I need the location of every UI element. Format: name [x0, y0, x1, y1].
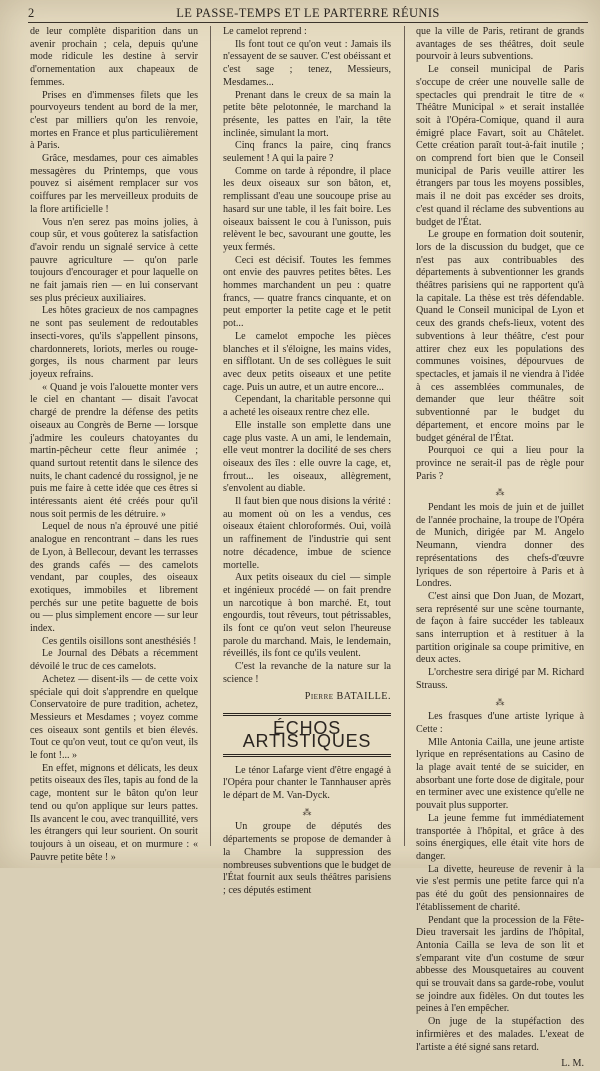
column-rule — [404, 26, 405, 846]
paragraph: Un groupe de députés des départements se propose de demander à la Chambre la suppression des nombreuses subventions que le budget de l'État fournit aux seuls théâtres parisiens ; ces députés estiment — [223, 821, 391, 896]
paragraph: Prenant dans le creux de sa main la petite bête pelotonnée, le marchand la présente, les pattes en l'air, la tête inclinée, simulant la mort. — [223, 89, 391, 139]
paragraph: Ils font tout ce qu'on veut : Jamais ils n'essayent de se sauver. C'est obéissant et c'est sage ; tenez, Messieurs, Mesdames... — [223, 38, 391, 88]
paragraph: Lequel de nous n'a éprouvé une pitié analogue en rencontrant – dans les rues de Lyon, à Bellecour, devant les terrasses des grands cafés — des camelots vendant, par couples, des oiseaux exotiques, immobiles et librement perchés sur une petite baguette de bois ou — plus simplement encore — sur leur index. — [30, 521, 198, 635]
paragraph: Ceci est décisif. Toutes les femmes ont envie des pauvres petites bêtes. Les hommes marchandent un peu : quatre francs, — quatre francs cinquante, et on peut emporter la petite cage et le petit pot... — [223, 254, 391, 330]
paragraph: Comme on tarde à répondre, il place les deux oiseaux sur son bâton, et, remplissant d'eau une soucoupe prise au hasard sur une table, il les fait boire. Les oiseaux baissent le cou à l'unisson, puis relèvent le bec, savourant une goutte, les yeux fermés. — [223, 165, 391, 253]
column-middle — [223, 26, 391, 898]
separator-ornament: ⁂ — [302, 806, 312, 817]
paragraph: Le groupe en formation doit soutenir, lors de la discussion du budget, que ce n'est pas aux contribuables des départements à subventionner les grands théâtres parisiens qui ne rapportent qu'à la capitale. La thèse est très défendable. Quand le Conseil municipal de Lyon et ceux des grands chefs-lieux, votent des subventions à leur théâtre, c'est pour attirer chez eux les populations des communes voisines, dépourvues de spectacles, et jamais il ne viendra à l'idée à ces assemblées communales, de demander que leur théâtre soit subventionné par le budget du département, et encore moins par le budget général de l'État. — [416, 229, 584, 444]
column-rule — [210, 26, 211, 846]
section-heading: ÉCHOS ARTISTIQUES — [223, 713, 391, 756]
article-signature: L. M. — [561, 1058, 584, 1070]
paragraph: C'est ainsi que Don Juan, de Mozart, sera représenté sur une scène tournante, de façon à faire succéder les tableaux sans interruption et à restituer à la partition originale sa coupe primitive, en deux actes. — [416, 590, 584, 666]
paragraph: Les frasques d'une artiste lyrique à Cette : — [416, 711, 584, 735]
paragraph: Ces gentils oisillons sont anesthésiés ! — [42, 635, 197, 647]
paragraph: de leur complète disparition dans un avenir prochain ; cela, depuis qu'une mode ridicule les destine à servir d'ornementation aux chapeaux de femmes. — [30, 26, 198, 88]
paragraph: Aux petits oiseaux du ciel — simple et ingénieux procédé — on fait prendre un narcotique à bon marché. Et, tout engourdis, tout rêveurs, tout pétrissables, ils font ce qu'on veut selon l'heureuse parole du marchand. Mais, le lendemain, réveillés, ils font ce qu'ils veulent. — [223, 572, 391, 660]
paragraph: On juge de la stupéfaction des infirmières et des malades. L'exeat de l'artiste a été signé sans retard. — [416, 1016, 584, 1053]
paragraph: Le conseil municipal de Paris s'occupe de créer une nouvelle salle de spectacles qui prendrait le titre de « Théâtre Municipal » et serait installée soit à l'Opéra-Comique, quand il aura émigré place Favart, soit au Châtelet. Cette création paraît tout-à-fait inutile ; on comprend fort bien que le Conseil municipal de Paris veuille attirer les étrangers par tous les moyens possibles, mais il ne doit pas excéder ses droits, c'est quand il réclame des subventions au budget de l'État. — [416, 64, 584, 228]
paragraph: Prises en d'immenses filets que les pourvoyeurs tendent au bord de la mer, c'est par milliers qu'on les renvoie, mortes en France et plus particulièrement à Paris. — [30, 89, 198, 152]
separator-ornament: ⁂ — [495, 696, 505, 707]
paragraph: Le Journal des Débats a récemment dévoilé le truc de ces camelots. — [30, 648, 198, 673]
paragraph: Achetez — disent-ils — de cette voix spéciale qui doit s'apprendre en quelque Conservatoire de pure tradition, achetez, Messieurs et Mesdames ; voyez comme ces oiseaux sont gentils et bien élevés. Tout ce qu'on veut, tout ce qu'on veut, ils le font !... » — [30, 673, 198, 762]
journal-title: LE PASSE-TEMPS ET LE PARTERRE RÉUNIS — [176, 6, 440, 20]
paragraph: En effet, mignons et délicats, les deux petits oiseaux des îles, tapis au fond de la cage, montent sur le bâton qu'on leur tend ou qu'on applique sur leurs pattes. Ils avancent le cou, avec tranquillité, vers les étrangers qui leur sourient. On sourit toujours à un oiseau, et on murmure : « Pauvre petite bête ! » — [30, 762, 198, 863]
paragraph: Vous n'en serez pas moins jolies, à coup sûr, et vous goûterez la satisfaction d'avoir rendu un signalé service à cette pauvre agriculture — qu'on parle toujours d'encourager et pour laquelle on ne fait jamais rien — en lui conservant ses plus précieux auxiliaires. — [30, 216, 198, 304]
paragraph: Les hôtes gracieux de nos campagnes ne sont pas seulement de redoutables insecti-vores, qu'ils s'appellent pinsons, chardonnerets, loriots, merles ou rouge-gorges, ils nous charment par leurs joyeux refrains. — [30, 305, 198, 380]
column-right — [416, 26, 584, 1071]
paragraph: Elle installe son emplette dans une cage plus vaste. A un ami, le lendemain, elle veut montrer la docilité de ses chers oiseaux des îles : elle ouvre la cage, et, frrout... les oiseaux, allègrement, s'envolent au diable. — [223, 419, 391, 495]
page-header — [28, 4, 588, 23]
paragraph: que la ville de Paris, retirant de grands avantages de ses théâtres, doit seule pourvoir à leurs subventions. — [416, 26, 584, 63]
column-left — [30, 26, 198, 864]
paragraph: Pendant les mois de juin et de juillet de l'année prochaine, la troupe de l'Opéra de Munich, dirigée par M. Angelo Neumann, viendra donner des représentations des chefs-d'œuvre lyriques de son répertoire à Paris et à Londres. — [416, 502, 584, 590]
paragraph: Le camelot empoche les pièces blanches et il s'éloigne, les mains vides, en sifflotant. Un de ses collègues le suit avec deux petits oiseaux et une petite cage. Puis un autre, et un autre encore... — [223, 330, 391, 393]
paragraph: Cependant, la charitable personne qui a acheté les oiseaux rentre chez elle. — [223, 394, 391, 419]
paragraph: Grâce, mesdames, pour ces aimables messagères du Printemps, que vous pouvez si aisément remplacer sur vos coiffures par les merveilleux produits de la flore artificielle ! — [30, 153, 198, 215]
paragraph: C'est la revanche de la nature sur la science ! — [223, 661, 391, 685]
article-signature — [223, 691, 391, 704]
paragraph: L'orchestre sera dirigé par M. Richard Strauss. — [416, 667, 584, 691]
paragraph: La jeune femme fut immédiatement transportée à l'hôpital, et grâce à des soins énergiques, elle était vite hors de danger. — [416, 812, 584, 862]
paragraph: « Quand je vois l'alouette monter vers le ciel en chantant — disait l'avocat chargé de prendre la défense des petits oiseaux au Congrès de Berne — lorsque j'admire les couleurs chatoyantes du martin-pêcheur cette fleur animée ; quand surtout retentit dans le silence des nuits, le chant cadencé du rossignol, je ne puis me faire à cette idée que ces êtres si intéressants aient été créés pour qu'il nous soit permis de les détruire. » — [30, 381, 198, 520]
page-number: 2 — [28, 6, 35, 20]
paragraph: Pendant que la procession de la Fête-Dieu traversait les jardins de l'hôpital, Antonia Cailla se leva de son lit et s'emparant vite d'un costume de sœur abbesse des Mousquetaires au couvent qui se trouvait dans sa garde-robe, voulut se joindre aux fidèles. On dut toutes les peines à l'en empêcher. — [416, 914, 584, 1015]
paragraph: Cinq francs la paire, cinq francs seulement ! A qui la paire ? — [223, 140, 391, 165]
separator-ornament: ⁂ — [495, 487, 505, 498]
paragraph: Le camelot reprend : — [223, 26, 307, 37]
paragraph: Le ténor Lafarge vient d'être engagé à l'Opéra pour chanter le Tannhauser après le départ de M. Van-Dyck. — [223, 764, 391, 802]
paragraph: Il faut bien que nous disions la vérité : au moment où on les a vendus, ces oiseaux étaient chloroformés. Oui, voilà un raffinement de l'industrie qui sent notre décadence, imbue de science mortelle. — [223, 496, 391, 571]
paragraph: La divette, heureuse de revenir à la vie s'est permis une petite farce qui n'a pas été du goût des pensionnaires de l'établissement de charité. — [416, 863, 584, 913]
signature-text: Pierre BATAILLE. — [304, 690, 391, 702]
paragraph: Pourquoi ce qui a lieu pour la province ne serait-il pas de règle pour Paris ? — [416, 445, 584, 482]
paragraph: Mlle Antonia Cailla, une jeune artiste lyrique en représentations au Casino de la plage avait tenté de se suicider, en absorbant une forte dose de digitale, pour en terminer avec une existence qu'elle ne pouvait plus supporter. — [416, 736, 584, 812]
